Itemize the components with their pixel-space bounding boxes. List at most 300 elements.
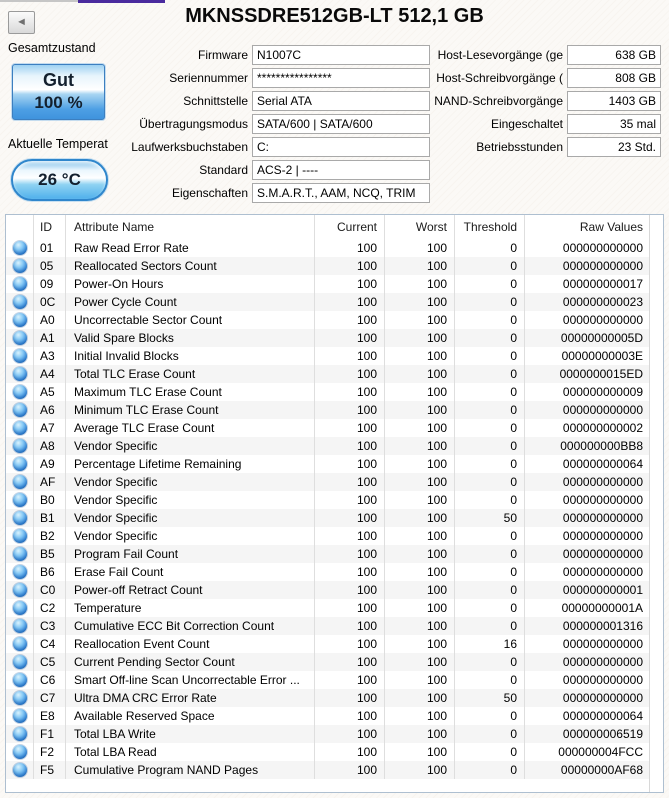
attr-worst: 100 [384, 545, 454, 563]
attr-current: 100 [314, 419, 384, 437]
table-row[interactable] [6, 527, 650, 545]
attr-threshold: 0 [454, 725, 524, 743]
attr-current: 100 [314, 293, 384, 311]
status-ok-icon [13, 619, 27, 633]
status-cell [6, 563, 33, 581]
table-row[interactable] [6, 671, 650, 689]
status-ok-icon [13, 493, 27, 507]
status-ok-icon [13, 277, 27, 291]
attr-id: C4 [33, 635, 65, 653]
attr-name: Current Pending Sector Count [65, 653, 314, 671]
attr-current: 100 [314, 581, 384, 599]
attr-current: 100 [314, 599, 384, 617]
attr-worst: 100 [384, 581, 454, 599]
attr-id: F2 [33, 743, 65, 761]
attr-id: AF [33, 473, 65, 491]
attr-threshold: 0 [454, 563, 524, 581]
attr-id: B6 [33, 563, 65, 581]
status-cell [6, 653, 33, 671]
attr-raw-value: 000000004FCC [524, 743, 650, 761]
attr-worst: 100 [384, 671, 454, 689]
status-cell [6, 581, 33, 599]
attr-threshold: 16 [454, 635, 524, 653]
serial-number-label: Seriennummer [169, 71, 248, 85]
attr-worst: 100 [384, 329, 454, 347]
header-current[interactable]: Current [314, 215, 384, 239]
attr-raw-value: 0000000015ED [524, 365, 650, 383]
features-label: Eigenschaften [171, 186, 248, 200]
attr-id: A1 [33, 329, 65, 347]
attr-id: B0 [33, 491, 65, 509]
status-cell [6, 671, 33, 689]
table-row[interactable] [6, 437, 650, 455]
attr-id: C7 [33, 689, 65, 707]
attr-raw-value: 000000000000 [524, 671, 650, 689]
attr-raw-value: 000000000000 [524, 635, 650, 653]
drive-title: MKNSSDRE512GB-LT 512,1 GB [185, 5, 484, 27]
attr-worst: 100 [384, 311, 454, 329]
attr-name: Maximum TLC Erase Count [65, 383, 314, 401]
attr-id: B5 [33, 545, 65, 563]
table-row[interactable] [6, 275, 650, 293]
status-ok-icon [13, 241, 27, 255]
status-ok-icon [13, 457, 27, 471]
header-attribute-name[interactable]: Attribute Name [65, 215, 314, 239]
attr-id: C5 [33, 653, 65, 671]
attr-threshold: 0 [454, 365, 524, 383]
attr-worst: 100 [384, 707, 454, 725]
table-row[interactable] [6, 383, 650, 401]
attr-raw-value: 000000000000 [524, 689, 650, 707]
power-on-count-field[interactable]: 35 mal [567, 114, 661, 134]
status-ok-icon [13, 691, 27, 705]
attr-name: Total LBA Read [65, 743, 314, 761]
attr-current: 100 [314, 257, 384, 275]
table-row[interactable] [6, 581, 650, 599]
attr-threshold: 0 [454, 671, 524, 689]
status-ok-icon [13, 637, 27, 651]
attr-name: Cumulative ECC Bit Correction Count [65, 617, 314, 635]
attr-id: A4 [33, 365, 65, 383]
status-cell [6, 689, 33, 707]
table-row[interactable] [6, 257, 650, 275]
back-arrow-icon: ◄ [16, 16, 27, 28]
status-cell [6, 419, 33, 437]
table-row[interactable] [6, 761, 650, 779]
attr-current: 100 [314, 437, 384, 455]
status-cell [6, 725, 33, 743]
interface-field[interactable]: Serial ATA [252, 91, 430, 111]
attr-raw-value: 000000000000 [524, 653, 650, 671]
attr-worst: 100 [384, 563, 454, 581]
attr-raw-value: 00000000003E [524, 347, 650, 365]
attr-name: Total LBA Write [65, 725, 314, 743]
temperature-button[interactable]: 26 °C [11, 159, 108, 201]
top-edge-purple-fragment [78, 0, 165, 3]
table-row[interactable] [6, 347, 650, 365]
table-row[interactable] [6, 365, 650, 383]
status-ok-icon [13, 529, 27, 543]
attr-current: 100 [314, 347, 384, 365]
attr-name: Available Reserved Space [65, 707, 314, 725]
attr-name: Vendor Specific [65, 437, 314, 455]
table-row[interactable] [6, 239, 650, 257]
firmware-field[interactable]: N1007C [252, 45, 430, 65]
host-writes-label: Host-Schreibvorgänge ( [436, 71, 563, 85]
table-row[interactable] [6, 689, 650, 707]
attr-raw-value: 000000000064 [524, 707, 650, 725]
status-ok-icon [13, 565, 27, 579]
attr-worst: 100 [384, 725, 454, 743]
status-cell [6, 329, 33, 347]
status-ok-icon [13, 367, 27, 381]
attr-threshold: 50 [454, 509, 524, 527]
attr-name: Vendor Specific [65, 527, 314, 545]
status-cell [6, 761, 33, 779]
attr-name: Total TLC Erase Count [65, 365, 314, 383]
status-ok-icon [13, 331, 27, 345]
attr-worst: 100 [384, 689, 454, 707]
attr-current: 100 [314, 329, 384, 347]
attr-id: 09 [33, 275, 65, 293]
attr-id: A3 [33, 347, 65, 365]
health-status-text: Gut [43, 70, 74, 90]
status-cell [6, 707, 33, 725]
attr-current: 100 [314, 635, 384, 653]
attr-name: Power Cycle Count [65, 293, 314, 311]
attr-id: B2 [33, 527, 65, 545]
attr-current: 100 [314, 401, 384, 419]
drive-letter-field[interactable]: C: [252, 137, 430, 157]
status-cell [6, 239, 33, 257]
attr-current: 100 [314, 311, 384, 329]
attr-threshold: 0 [454, 455, 524, 473]
status-cell [6, 311, 33, 329]
attr-worst: 100 [384, 527, 454, 545]
attr-current: 100 [314, 509, 384, 527]
attr-threshold: 0 [454, 419, 524, 437]
attr-raw-value: 000000000000 [524, 563, 650, 581]
power-on-hours-field[interactable]: 23 Std. [567, 137, 661, 157]
status-ok-icon [13, 313, 27, 327]
attr-threshold: 0 [454, 527, 524, 545]
table-row[interactable] [6, 653, 650, 671]
attr-worst: 100 [384, 509, 454, 527]
status-ok-icon [13, 349, 27, 363]
host-reads-label: Host-Lesevorgänge (ge [437, 48, 563, 62]
attr-threshold: 0 [454, 437, 524, 455]
attr-name: Power-On Hours [65, 275, 314, 293]
attr-worst: 100 [384, 617, 454, 635]
attr-name: Initial Invalid Blocks [65, 347, 314, 365]
attr-current: 100 [314, 653, 384, 671]
status-cell [6, 743, 33, 761]
attr-id: C0 [33, 581, 65, 599]
attr-name: Uncorrectable Sector Count [65, 311, 314, 329]
status-ok-icon [13, 403, 27, 417]
table-header-row [6, 215, 650, 239]
attr-raw-value: 000000006519 [524, 725, 650, 743]
status-ok-icon [13, 727, 27, 741]
attr-name: Reallocated Sectors Count [65, 257, 314, 275]
table-row[interactable] [6, 509, 650, 527]
status-ok-icon [13, 673, 27, 687]
attr-worst: 100 [384, 293, 454, 311]
attr-id: E8 [33, 707, 65, 725]
attr-raw-value: 000000000000 [524, 509, 650, 527]
attr-threshold: 0 [454, 545, 524, 563]
attr-name: Reallocation Event Count [65, 635, 314, 653]
transfer-mode-field[interactable]: SATA/600 | SATA/600 [252, 114, 430, 134]
status-ok-icon [13, 511, 27, 525]
table-row[interactable] [6, 563, 650, 581]
status-cell [6, 455, 33, 473]
table-row[interactable] [6, 635, 650, 653]
status-ok-icon [13, 745, 27, 759]
features-field[interactable]: S.M.A.R.T., AAM, NCQ, TRIM [252, 183, 430, 203]
attr-name: Power-off Retract Count [65, 581, 314, 599]
table-row[interactable] [6, 455, 650, 473]
attr-threshold: 0 [454, 383, 524, 401]
attr-threshold: 0 [454, 599, 524, 617]
attr-worst: 100 [384, 401, 454, 419]
nand-writes-field[interactable]: 1403 GB [567, 91, 661, 111]
attr-worst: 100 [384, 365, 454, 383]
table-row[interactable] [6, 599, 650, 617]
attr-threshold: 0 [454, 761, 524, 779]
status-cell [6, 293, 33, 311]
status-ok-icon [13, 421, 27, 435]
table-row[interactable] [6, 311, 650, 329]
table-row[interactable] [6, 743, 650, 761]
attr-threshold: 0 [454, 491, 524, 509]
attr-threshold: 0 [454, 239, 524, 257]
table-row[interactable] [6, 293, 650, 311]
attr-raw-value: 000000000000 [524, 545, 650, 563]
status-ok-icon [13, 763, 27, 777]
attr-raw-value: 000000000001 [524, 581, 650, 599]
table-scrollbar[interactable] [649, 215, 663, 792]
header-id[interactable]: ID [33, 215, 65, 239]
attr-threshold: 0 [454, 329, 524, 347]
attr-raw-value: 00000000001A [524, 599, 650, 617]
attr-threshold: 0 [454, 473, 524, 491]
attr-worst: 100 [384, 275, 454, 293]
attr-name: Ultra DMA CRC Error Rate [65, 689, 314, 707]
transfer-mode-label: Übertragungsmodus [139, 117, 248, 131]
status-cell [6, 509, 33, 527]
attr-threshold: 0 [454, 707, 524, 725]
header-status-column [6, 215, 33, 239]
attr-worst: 100 [384, 491, 454, 509]
status-ok-icon [13, 439, 27, 453]
status-cell [6, 401, 33, 419]
status-cell [6, 599, 33, 617]
attr-id: C2 [33, 599, 65, 617]
attr-raw-value: 000000000000 [524, 311, 650, 329]
status-cell [6, 347, 33, 365]
attr-raw-value: 000000000000 [524, 473, 650, 491]
attr-raw-value: 000000000000 [524, 527, 650, 545]
attr-worst: 100 [384, 257, 454, 275]
attr-name: Vendor Specific [65, 509, 314, 527]
table-row[interactable] [6, 491, 650, 509]
attr-name: Temperature [65, 599, 314, 617]
attr-name: Vendor Specific [65, 473, 314, 491]
firmware-label: Firmware [198, 48, 248, 62]
attr-worst: 100 [384, 743, 454, 761]
attr-worst: 100 [384, 437, 454, 455]
attr-raw-value: 000000000002 [524, 419, 650, 437]
attr-id: 0C [33, 293, 65, 311]
smart-attribute-table [5, 214, 664, 793]
table-row[interactable] [6, 401, 650, 419]
attr-raw-value: 000000000023 [524, 293, 650, 311]
attr-name: Raw Read Error Rate [65, 239, 314, 257]
attr-id: A9 [33, 455, 65, 473]
attr-raw-value: 000000000017 [524, 275, 650, 293]
attr-name: Vendor Specific [65, 491, 314, 509]
attr-raw-value: 000000001316 [524, 617, 650, 635]
attr-raw-value: 000000000000 [524, 401, 650, 419]
attr-current: 100 [314, 527, 384, 545]
health-percent-text: 100 % [34, 93, 83, 112]
attr-id: A8 [33, 437, 65, 455]
attr-raw-value: 00000000005D [524, 329, 650, 347]
attr-worst: 100 [384, 761, 454, 779]
attr-raw-value: 000000000064 [524, 455, 650, 473]
attr-current: 100 [314, 365, 384, 383]
attr-threshold: 0 [454, 401, 524, 419]
drive-letter-label: Laufwerksbuchstaben [131, 140, 248, 154]
table-row[interactable] [6, 473, 650, 491]
attr-threshold: 0 [454, 347, 524, 365]
attr-id: C6 [33, 671, 65, 689]
attr-raw-value: 000000000000 [524, 257, 650, 275]
attr-name: Program Fail Count [65, 545, 314, 563]
top-edge-gray-fragment [0, 0, 78, 2]
attr-current: 100 [314, 239, 384, 257]
attr-name: Valid Spare Blocks [65, 329, 314, 347]
attr-id: F1 [33, 725, 65, 743]
table-row[interactable] [6, 545, 650, 563]
attr-threshold: 0 [454, 275, 524, 293]
status-cell [6, 275, 33, 293]
attr-current: 100 [314, 743, 384, 761]
attr-worst: 100 [384, 473, 454, 491]
attr-worst: 100 [384, 653, 454, 671]
status-cell [6, 383, 33, 401]
attr-name: Cumulative Program NAND Pages [65, 761, 314, 779]
standard-field[interactable]: ACS-2 | ---- [252, 160, 430, 180]
attr-id: A6 [33, 401, 65, 419]
interface-label: Schnittstelle [183, 94, 248, 108]
attr-threshold: 0 [454, 293, 524, 311]
attr-id: C3 [33, 617, 65, 635]
status-ok-icon [13, 601, 27, 615]
attr-id: 05 [33, 257, 65, 275]
attr-name: Minimum TLC Erase Count [65, 401, 314, 419]
attr-current: 100 [314, 761, 384, 779]
attr-current: 100 [314, 491, 384, 509]
attr-threshold: 0 [454, 311, 524, 329]
health-status-button[interactable] [12, 64, 105, 120]
table-row[interactable] [6, 617, 650, 635]
power-on-hours-label: Betriebsstunden [476, 140, 563, 154]
status-cell [6, 365, 33, 383]
host-writes-field[interactable]: 808 GB [567, 68, 661, 88]
table-row[interactable] [6, 707, 650, 725]
status-ok-icon [13, 295, 27, 309]
temperature-label: Aktuelle Temperat [8, 137, 108, 151]
attr-current: 100 [314, 689, 384, 707]
status-cell [6, 491, 33, 509]
attr-raw-value: 000000000BB8 [524, 437, 650, 455]
attr-current: 100 [314, 473, 384, 491]
attr-id: A0 [33, 311, 65, 329]
attr-threshold: 0 [454, 257, 524, 275]
status-ok-icon [13, 655, 27, 669]
attr-threshold: 0 [454, 653, 524, 671]
header-worst[interactable]: Worst [384, 215, 454, 239]
attr-current: 100 [314, 725, 384, 743]
attr-threshold: 0 [454, 743, 524, 761]
serial-number-field[interactable]: **************** [252, 68, 430, 88]
status-cell [6, 437, 33, 455]
attr-current: 100 [314, 617, 384, 635]
attr-current: 100 [314, 545, 384, 563]
status-cell [6, 473, 33, 491]
attr-threshold: 50 [454, 689, 524, 707]
attr-current: 100 [314, 671, 384, 689]
status-ok-icon [13, 475, 27, 489]
attr-id: B1 [33, 509, 65, 527]
status-ok-icon [13, 259, 27, 273]
attr-name: Smart Off-line Scan Uncorrectable Error ... [65, 671, 314, 689]
attr-current: 100 [314, 275, 384, 293]
health-label: Gesamtzustand [8, 41, 96, 55]
smart-table-rows [6, 239, 663, 779]
attr-current: 100 [314, 455, 384, 473]
attr-threshold: 0 [454, 581, 524, 599]
status-ok-icon [13, 583, 27, 597]
attr-name: Average TLC Erase Count [65, 419, 314, 437]
attr-name: Erase Fail Count [65, 563, 314, 581]
status-ok-icon [13, 547, 27, 561]
attr-current: 100 [314, 707, 384, 725]
attr-raw-value: 000000000009 [524, 383, 650, 401]
table-row[interactable] [6, 329, 650, 347]
status-cell [6, 545, 33, 563]
host-reads-field[interactable]: 638 GB [567, 45, 661, 65]
attr-worst: 100 [384, 419, 454, 437]
attr-worst: 100 [384, 347, 454, 365]
status-cell [6, 527, 33, 545]
attr-worst: 100 [384, 383, 454, 401]
header-threshold[interactable]: Threshold [454, 215, 524, 239]
nand-writes-label: NAND-Schreibvorgänge [434, 94, 563, 108]
header-raw-values[interactable]: Raw Values [524, 215, 650, 239]
status-ok-icon [13, 709, 27, 723]
table-row[interactable] [6, 725, 650, 743]
attr-id: A7 [33, 419, 65, 437]
status-cell [6, 257, 33, 275]
attr-worst: 100 [384, 239, 454, 257]
status-cell [6, 635, 33, 653]
table-row[interactable] [6, 419, 650, 437]
attr-current: 100 [314, 563, 384, 581]
attr-worst: 100 [384, 635, 454, 653]
